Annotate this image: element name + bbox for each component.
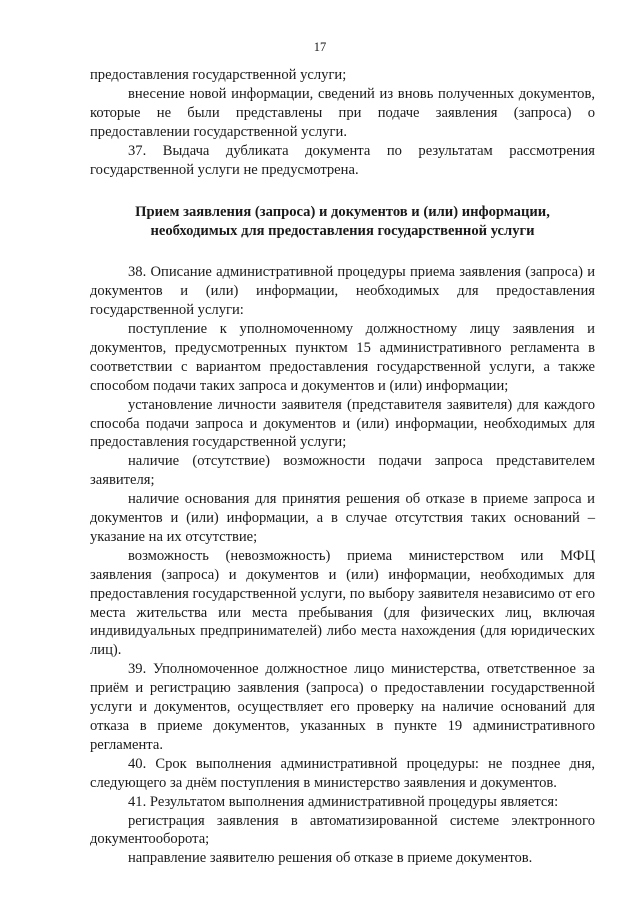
paragraph: наличие основания для принятия решения об отказе в приеме запроса и документов и (или) информации, а в случае отсутствия таких оснований – указание на их отсутствие; [90, 491, 595, 545]
paragraph: направление заявителю решения об отказе в приеме документов. [128, 850, 533, 867]
paragraph: 41. Результатом выполнения административной процедуры является: [128, 793, 559, 810]
page-content [90, 66, 595, 868]
paragraph: установление личности заявителя (представителя заявителя) для каждого способа подачи запроса и документов и (или) информации, необходимых для предоставления государственной услуги; [90, 396, 595, 451]
section-heading: Прием заявления (запроса) и документов и (или) информации, необходимых для предоставления государственной услуги [135, 204, 550, 240]
paragraph: возможность (невозможность) приема министерством или МФЦ заявления (запроса) и документов и (или) информации, необходимых для предоставления государственной услуги, по выбору заявителя независимо от его места жительства или места пребывания (для физических лиц, включая индивидуальных предпринимателей) либо места нахождения (для юридических лиц). [90, 547, 595, 659]
paragraph: 37. Выдача дубликата документа по результатам рассмотрения государственной услуги не предусмотрена. [90, 142, 595, 178]
paragraph: 40. Срок выполнения административной процедуры: не позднее дня, следующего за днём поступления в министерство заявления и документов. [90, 755, 595, 791]
paragraph: 38. Описание административной процедуры приема заявления (запроса) и документов и (или) информации, необходимых для предоставления государственной услуги: [90, 264, 595, 319]
paragraph: предоставления государственной услуги; [90, 67, 347, 83]
paragraph: наличие (отсутствие) возможности подачи запроса представителем заявителя; [90, 453, 595, 489]
paragraph: поступление к уполномоченному должностному лицу заявления и документов, предусмотренных пунктом 15 административного регламента в соответствии с вариантом предоставления государственной услуги, а также способом подачи таких запроса и документов и (или) информации; [90, 320, 595, 394]
paragraph: регистрация заявления в автоматизированной системе электронного документооборота; [90, 812, 595, 848]
page-number: 17 [313, 40, 327, 54]
paragraph: внесение новой информации, сведений из вновь полученных документов, которые не были представлены при подаче заявления (запроса) о предоставлении государственной услуги. [90, 85, 595, 140]
paragraph: 39. Уполномоченное должностное лицо министерства, ответственное за приём и регистрацию заявления (запроса) о предоставлении государственной услуги и документов, осуществляет его проверку на наличие оснований для отказа в приеме документов, указанных в пункте 19 административного регламента. [90, 661, 595, 753]
